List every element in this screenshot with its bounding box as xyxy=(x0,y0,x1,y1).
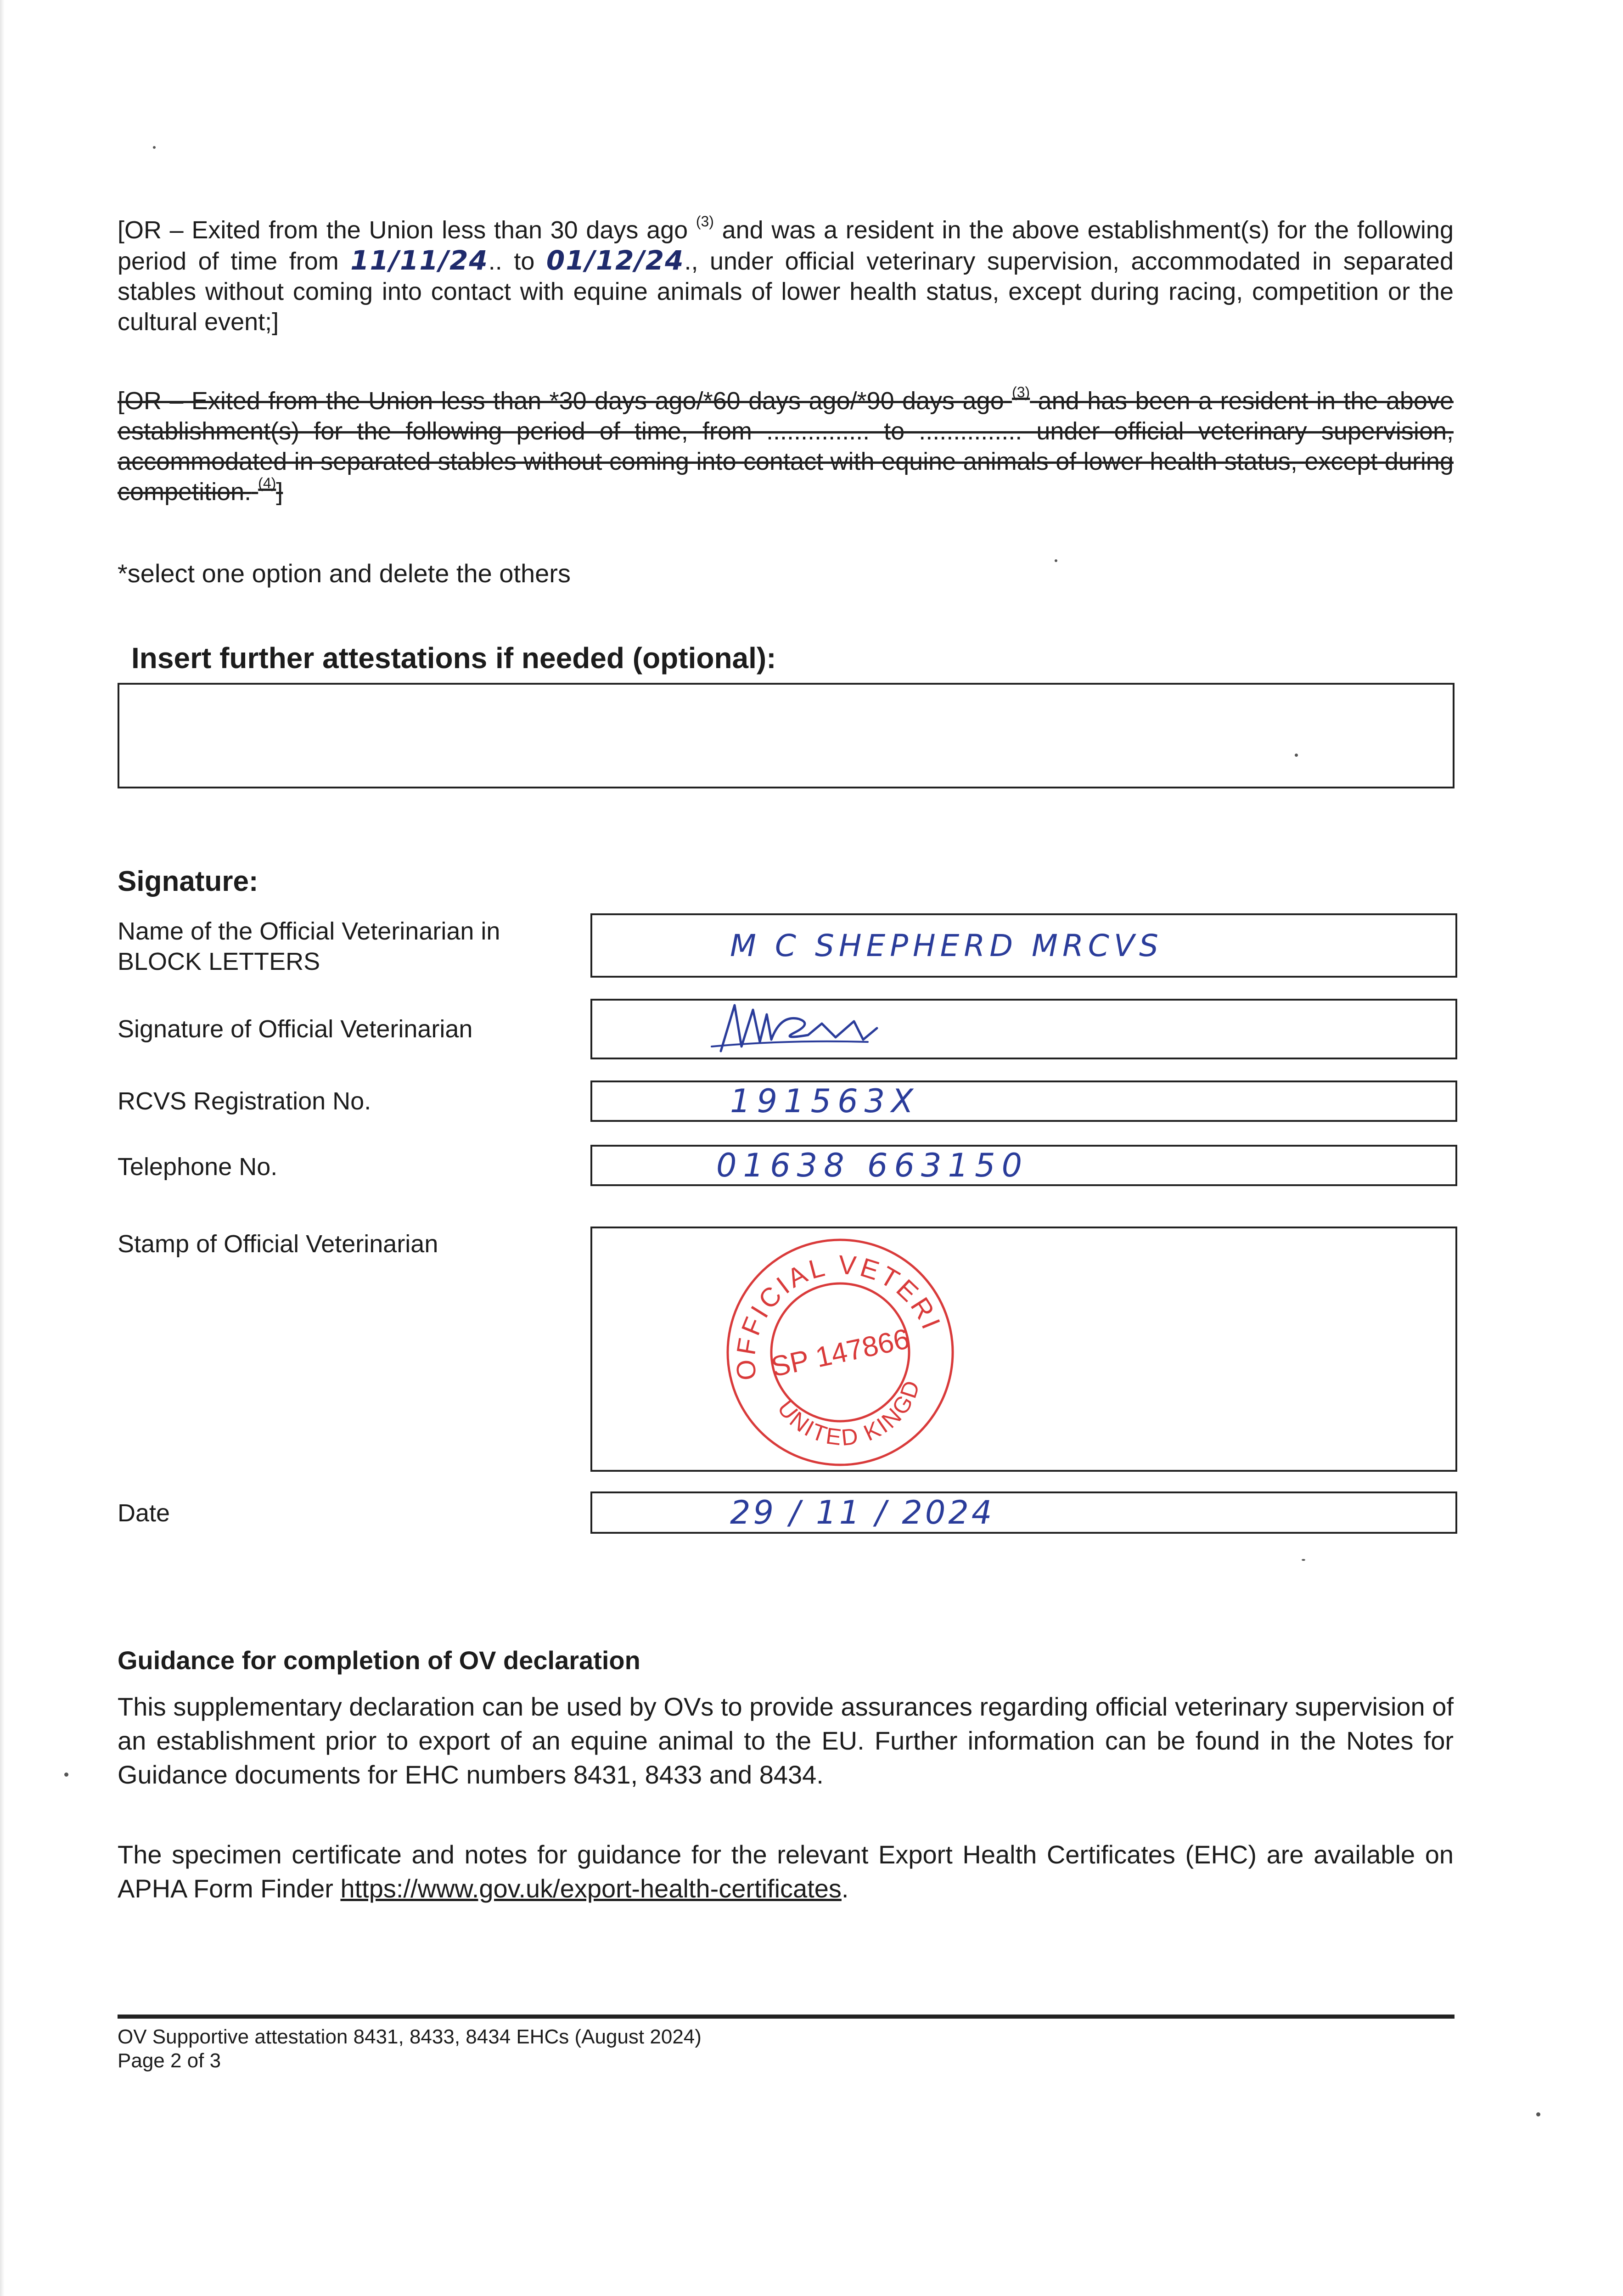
date-field[interactable] xyxy=(590,1491,1457,1534)
scan-speck xyxy=(1302,1559,1305,1561)
rcvs-value: 191563X xyxy=(730,1082,920,1120)
signature-field[interactable] xyxy=(590,999,1457,1059)
date-label: Date xyxy=(118,1499,170,1527)
stamp-center-text: SP 147866 xyxy=(768,1322,912,1383)
guidance-paragraph-2 xyxy=(118,1838,1454,1906)
handwritten-date-to: 01/12/24 xyxy=(546,245,685,276)
phone-value: 01638 663150 xyxy=(716,1147,1029,1184)
scan-speck xyxy=(1295,754,1298,757)
stamp-top-text: OFFICIAL VETERINARIAN xyxy=(730,1249,947,1382)
stamp-label: Stamp of Official Veterinarian xyxy=(118,1230,438,1258)
page-edge xyxy=(0,0,5,2296)
to-word: to xyxy=(514,248,535,275)
footer-page-number: Page 2 of 3 xyxy=(118,2049,221,2072)
footnote-ref: (4) xyxy=(258,475,276,491)
guidance-paragraph-1: This supplementary declaration can be used by OVs to provide assurances regarding official veterinary supervision of an establishment prior to export of an equine animal to the EU. Further information can be found in the Notes for Guidance documents for EHC numbers 8431, 8433 and 8434. xyxy=(118,1692,1454,1789)
scan-speck xyxy=(153,146,156,149)
name-label: Name of the Official Veterinarian in BLOCK LETTERS xyxy=(118,917,500,975)
option-paragraph xyxy=(118,215,1454,337)
rcvs-field[interactable] xyxy=(590,1080,1457,1122)
stamp-field[interactable] xyxy=(590,1227,1457,1472)
date-value: 29 / 11 / 2024 xyxy=(730,1494,995,1531)
dots: .. xyxy=(488,248,502,275)
further-attestations-heading: Insert further attestations if needed (optional): xyxy=(131,642,776,675)
option-text-a: [OR – Exited from the Union less than 30 days ago xyxy=(118,216,688,244)
export-health-certificates-link[interactable]: https://www.gov.uk/export-health-certificates xyxy=(340,1874,842,1903)
footnote-ref: (3) xyxy=(696,213,714,230)
select-note: *select one option and delete the others xyxy=(118,559,571,588)
name-field[interactable] xyxy=(590,913,1457,978)
guidance-text: The specimen certificate and notes for guidance for the relevant Export Health Certificates (EHC) are available on APHA Form Finder xyxy=(118,1840,1454,1903)
guidance-heading: Guidance for completion of OV declaration xyxy=(118,1646,640,1675)
footnote-ref: (3) xyxy=(1012,384,1030,400)
scan-speck xyxy=(64,1773,68,1777)
signature-label: Signature of Official Veterinarian xyxy=(118,1015,473,1043)
further-attestations-box[interactable] xyxy=(118,683,1455,788)
phone-field[interactable] xyxy=(590,1145,1457,1186)
option-text-b: and was a resident in the above establishment(s) for the following period of time from xyxy=(118,216,1454,275)
period: . xyxy=(841,1874,849,1903)
scan-speck xyxy=(1536,2112,1540,2116)
footer-title: OV Supportive attestation 8431, 8433, 8434 EHCs (August 2024) xyxy=(118,2026,702,2048)
name-value: M C SHEPHERD MRCVS xyxy=(730,928,1163,963)
struck-text-b: and has been a resident in the above establishment(s) for the following period of time, from ............... to ............... under official veterinary supervision, accommodated in separated stables without coming into contact with equine animals of lower health status, except during competition. xyxy=(118,387,1454,506)
handwritten-signature xyxy=(702,996,895,1060)
footer-divider xyxy=(118,2015,1455,2019)
official-veterinarian-stamp xyxy=(702,1228,978,1476)
rcvs-label: RCVS Registration No. xyxy=(118,1087,371,1115)
struck-text-a: [OR – Exited from the Union less than *30 days ago/*60 days ago/*90 days ago xyxy=(118,387,1004,415)
handwritten-date-from: 11/11/24 xyxy=(350,245,489,276)
option-text-c: ., under official veterinary supervision, accommodated in separated stables without coming into contact with equine animals of lower health status, except during racing, competition or the cultural event;] xyxy=(118,248,1454,336)
struck-text-c: ] xyxy=(276,478,283,506)
signature-heading: Signature: xyxy=(118,866,258,897)
scan-speck xyxy=(1055,559,1057,562)
struck-paragraph xyxy=(118,386,1454,507)
phone-label: Telephone No. xyxy=(118,1153,278,1181)
stamp-bottom-text: UNITED KINGDOM xyxy=(772,1376,926,1451)
